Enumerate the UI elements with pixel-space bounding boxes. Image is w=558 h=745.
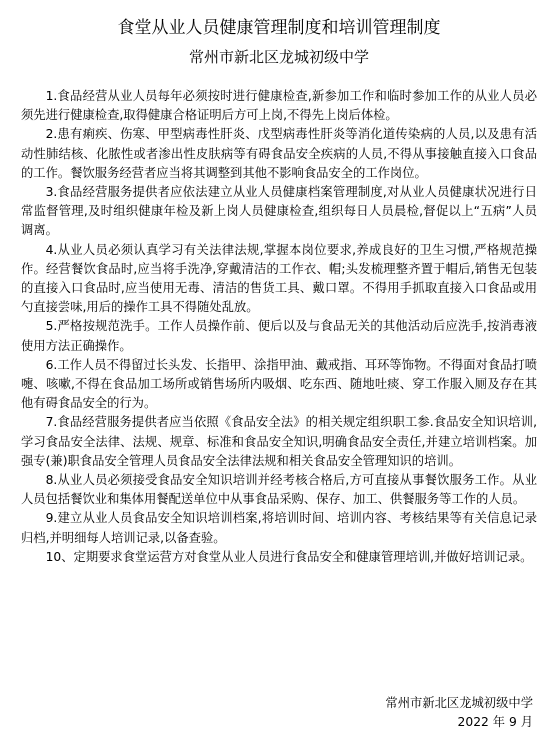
- paragraph-9: 9.建立从业人员食品安全知识培训档案,将培训时间、培训内容、考核结果等有关信息记录归档,并明细每人培训记录,以备查验。: [21, 511, 537, 545]
- paragraph-3: 3.食品经营服务提供者应依法建立从业人员健康档案管理制度,对从业人员健康状况进行日常监督管理,及时组织健康年检及新上岗人员健康检查,组织每日人员晨检,督促以上“五病”人员调离。: [21, 185, 537, 238]
- paragraph-7: 7.食品经营服务提供者应当依照《食品安全法》的相关规定组织职工参.食品安全知识培训,学习食品安全法律、法规、规章、标准和食品安全知识,明确食品安全责任,并建立培训档案。加强专(兼)职食品安全管理人员食品安全法律法规和相关食品安全管理知识的培训。: [21, 415, 537, 468]
- document-subtitle: 常州市新北区龙城初级中学: [188, 48, 369, 66]
- footer-date: 2022 年 9 月: [457, 715, 533, 729]
- paragraph-2: 2.患有痢疾、伤寒、甲型病毒性肝炎、戊型病毒性肝炎等消化道传染病的人员,以及患有活动性肺结核、化脓性或者渗出性皮肤病等有碍食品安全疾病的人员,不得从事接触直接入口食品的工作。餐饮服务经营者应当将其调整到其他不影响食品安全的工作岗位。: [21, 127, 537, 180]
- document-body: [21, 87, 537, 567]
- paragraph-5: 5.严格按规范洗手。工作人员操作前、便后以及与食品无关的其他活动后应洗手,按消毒液使用方法正确操作。: [21, 319, 537, 353]
- paragraph-4: 4.从业人员必须认真学习有关法律法规,掌握本岗位要求,养成良好的卫生习惯,严格规范操作。经营餐饮食品时,应当将手洗净,穿戴清洁的工作衣、帽;头发梳理整齐置于帽后,销售无包装的直接入口食品时,应当使用无毒、清洁的售货工具、戴口罩。不得用手抓取直接入口食品或用勺直接尝味,用后的操作工具不得随处乱放。: [21, 242, 537, 315]
- paragraph-6: 6.工作人员不得留过长头发、长指甲、涂指甲油、戴戒指、耳环等饰物。不得面对食品打喷嚏、咳嗽,不得在食品加工场所或销售场所内吸烟、吃东西、随地吐痰、穿工作服入厕及存在其他有碍食品安全的行为。: [21, 357, 537, 411]
- paragraph-8: 8.从业人员必须接受食品安全知识培训并经考核合格后,方可直接从事餐饮服务工作。从业人员包括餐饮业和集体用餐配送单位中从事食品采购、保存、加工、供餐服务等工作的人员。: [21, 473, 537, 507]
- paragraph-1: 1.食品经营从业人员每年必须按时进行健康检查,新参加工作和临时参加工作的从业人员必须先进行健康检查,取得健康合格证明后方可上岗,不得先上岗后体检。: [21, 89, 537, 123]
- paragraph-10: 10、定期要求食堂运营方对食堂从业人员进行食品安全和健康管理培训,并做好培训记录。: [45, 549, 533, 564]
- document-title: 食堂从业人员健康管理制度和培训管理制度: [117, 18, 441, 38]
- document-footer: [385, 694, 533, 732]
- footer-organization: 常州市新北区龙城初级中学: [385, 696, 533, 710]
